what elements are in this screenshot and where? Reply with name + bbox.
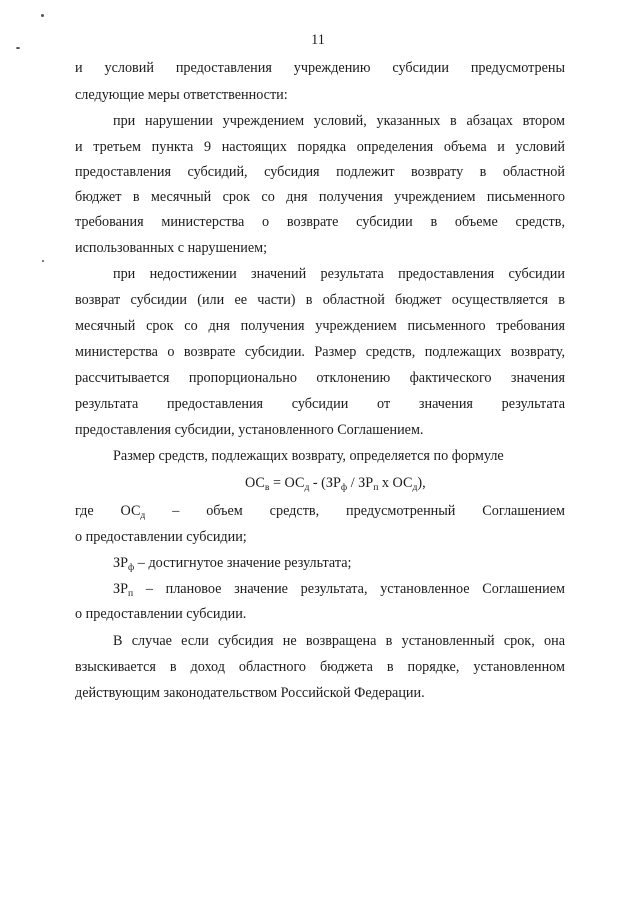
formula-part: = ОС (269, 475, 305, 491)
scan-speck (16, 47, 20, 49)
text-line: о предоставлении субсидии. (75, 606, 247, 622)
text-line: при недостижении значений результата предоставления субсидии (113, 266, 565, 282)
text-line: использованных с нарушением; (75, 240, 268, 256)
text-line: возврат субсидии (или ее части) в областной бюджет осуществляется в (75, 292, 565, 308)
where-word: где (75, 503, 94, 519)
where-word: объем (206, 503, 243, 519)
where-word: предусмотренный (346, 503, 456, 519)
formula-part: - (ЗР (309, 475, 341, 491)
formula-part: ), (417, 475, 426, 491)
formula-subscript: д (412, 481, 418, 493)
text-line: о предоставлении субсидии; (75, 529, 247, 545)
text-line: В случае если субсидия не возвращена в установленный срок, она (113, 633, 565, 649)
formula-part: ОС (245, 475, 265, 491)
where-word: средств, (269, 503, 320, 519)
text-line: следующие меры ответственности: (75, 87, 288, 103)
text-line: бюджет в месячный срок со дня получения учреждением письменного (75, 189, 565, 205)
page-number: 11 (311, 32, 325, 48)
text-line: Размер средств, подлежащих возврату, определяется по формуле (113, 448, 504, 464)
text-line: предоставления субсидий, субсидия подлежит возврату в областной (75, 164, 565, 180)
text-line: месячный срок со дня получения учреждением письменного требования (75, 318, 565, 334)
formula (245, 473, 505, 493)
definition-line: $ЗР_п$ – плановое значение результата, установленное Соглашением (113, 581, 565, 599)
text-line: требования министерства о возврате субсидии в объеме средств, (75, 214, 565, 230)
where-word: – (172, 503, 180, 519)
text-line: министерства о возврате субсидии. Размер средств, подлежащих возврату, (75, 344, 565, 360)
formula-subscript: п (373, 481, 379, 493)
text-line: при нарушении учреждением условий, указанных в абзацах втором (113, 113, 565, 129)
text-line: рассчитывается пропорционально отклонению фактического значения (75, 370, 565, 386)
text-line: действующим законодательством Российской Федерации. (75, 685, 425, 701)
definition-line: $ЗР_ф$ – достигнутое значение результата; (113, 555, 352, 573)
text-line: и условий предоставления учреждению субсидии предусмотрены (75, 60, 565, 76)
formula-subscript: в (264, 481, 270, 493)
text-line: предоставления субсидии, установленного Соглашением. (75, 422, 424, 438)
text-line: результата предоставления субсидии от значения результата (75, 396, 565, 412)
formula-part: х ОС (378, 475, 413, 491)
formula-subscript: ф (340, 481, 348, 493)
where-word: Соглашением (482, 503, 565, 519)
where-line (75, 501, 565, 521)
where-symbol: $ОС_д$ (120, 503, 146, 521)
formula-subscript: д (304, 481, 310, 493)
scan-speck (42, 260, 44, 262)
text-line: взыскивается в доход областного бюджета в порядке, установленном (75, 659, 565, 675)
text-line: и третьем пункта 9 настоящих порядка определения объема и условий (75, 139, 565, 155)
formula-part: / ЗР (347, 475, 374, 491)
scan-speck (41, 14, 44, 17)
